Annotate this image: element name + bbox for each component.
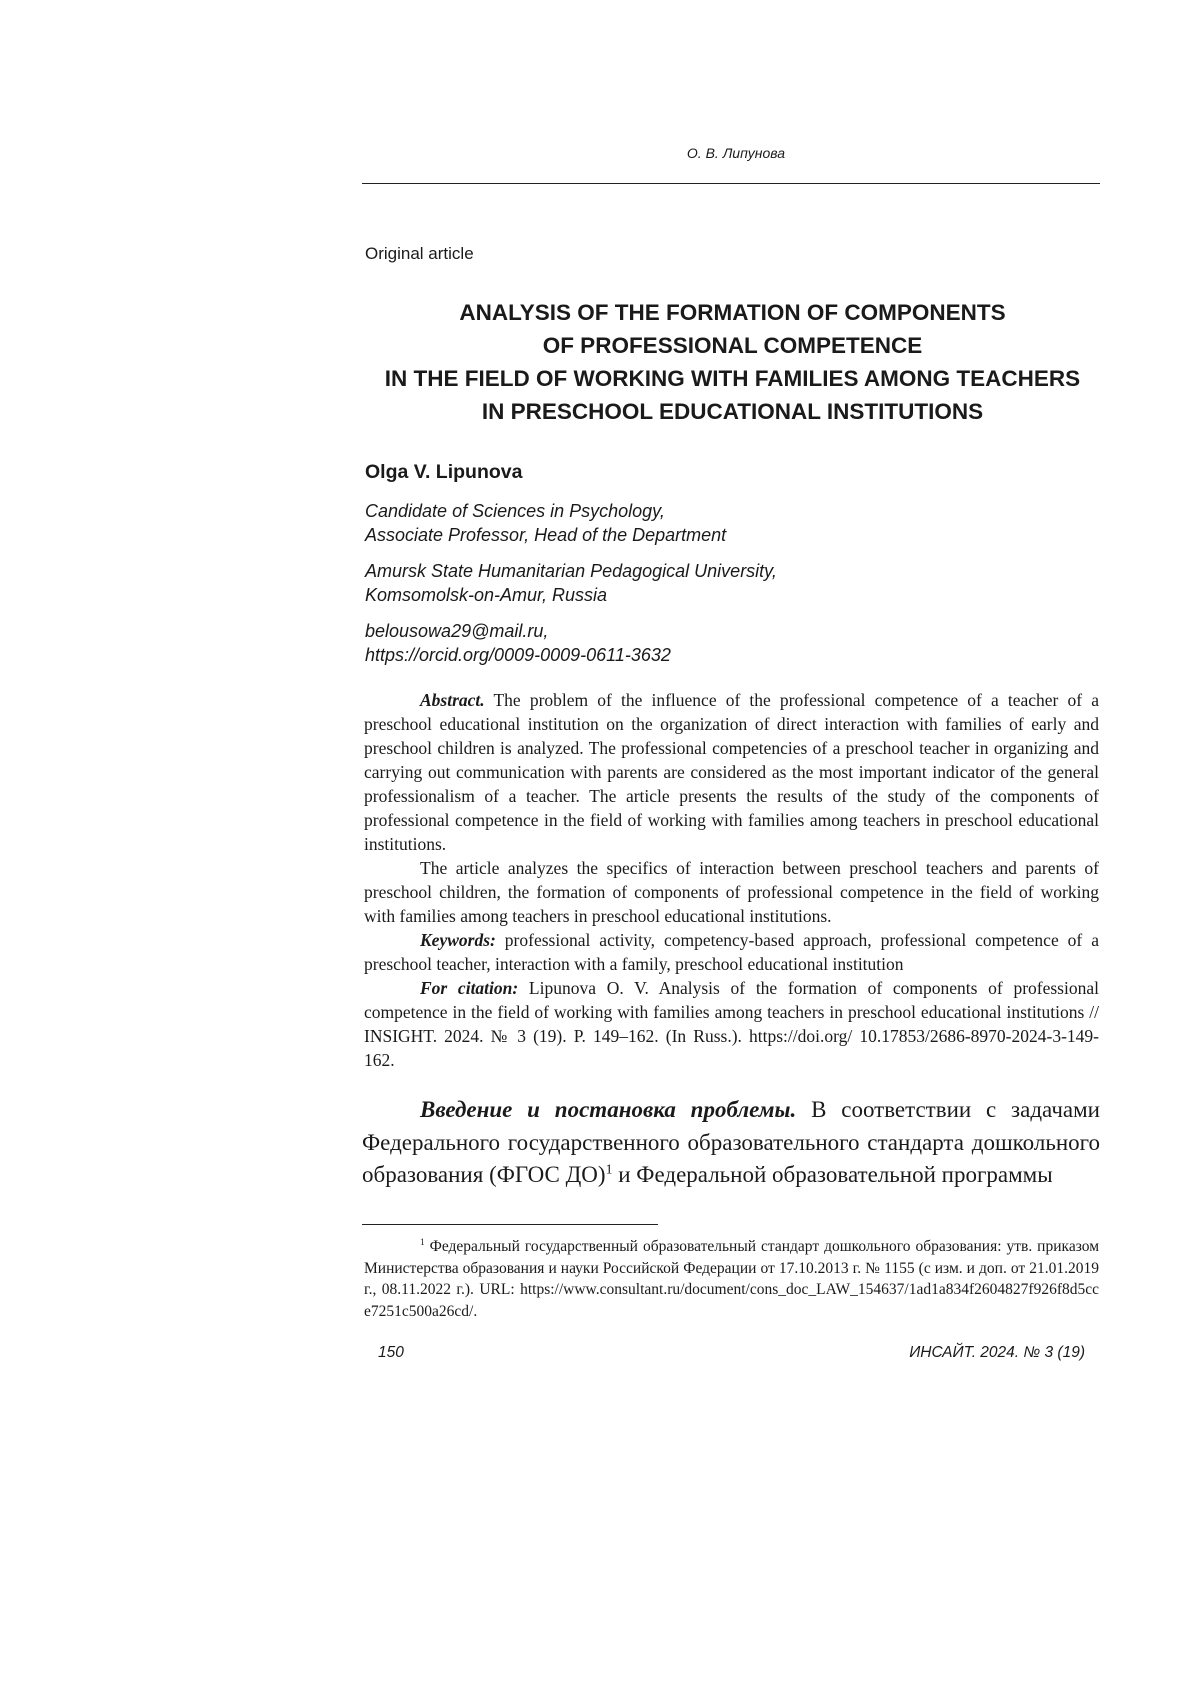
- title-line: IN PRESCHOOL EDUCATIONAL INSTITUTIONS: [481, 399, 984, 424]
- author-affiliation: [365, 559, 777, 607]
- abstract-paragraph-2: The article analyzes the specifics of interaction between preschool teachers and parents of preschool children, the formation of components of professional competence in the field of working with families among teachers in preschool educational institutions.: [364, 858, 1099, 926]
- intro-text-continued: и Федеральной образовательной программы: [612, 1162, 1053, 1187]
- abstract-text: The problem of the influence of the professional competence of a teacher of a preschool educational institution on the organization of direct interaction with families of early and preschool children is analyzed. The professional competencies of a preschool teacher in organizing and carrying out communication with parents are considered as the most important indicator of the general professionalism of a teacher. The article presents the results of the study of the components of professional competence in the field of working with families among teachers in preschool educational institutions.: [364, 690, 1099, 854]
- page-number: 150: [378, 1344, 404, 1361]
- title-line: IN THE FIELD OF WORKING WITH FAMILIES AMONG TEACHERS: [384, 366, 1081, 391]
- journal-info: ИНСАЙТ. 2024. № 3 (19): [909, 1344, 1085, 1361]
- abstract-paragraph: [364, 688, 1099, 856]
- footnote: [364, 1236, 1099, 1322]
- intro-heading: Введение и постановка проблемы.: [420, 1097, 797, 1122]
- author-email[interactable]: belousowa29@mail.ru,: [365, 621, 549, 641]
- header-rule: [362, 183, 1100, 184]
- title-line: OF PROFESSIONAL COMPETENCE: [542, 333, 923, 358]
- title-line: ANALYSIS OF THE FORMATION OF COMPONENTS: [459, 300, 1006, 325]
- intro-text: В соответствии с задачами Федерального государственного образовательного стандарта дошкольного образования (ФГОС ДО): [362, 1097, 1100, 1187]
- author-orcid[interactable]: https://orcid.org/0009-0009-0611-3632: [365, 645, 671, 665]
- keywords-text: professional activity, competency-based approach, professional competence of a preschool teacher, interaction with a family, preschool educational institution: [364, 930, 1099, 974]
- footnote-text: Федеральный государственный образовательный стандарт дошкольного образования: утв. приказом Министерства образования и науки Российской Федерации от 17.10.2013 г. № 1155 (с изм. и доп. от 21.01.2019 г., 08.11.2022 г.). URL: https://www.consultant.ru/document/cons_doc_LAW_154637/1ad1a834f2604827f926f8d5cce7251c500a26cd/.: [364, 1238, 1099, 1320]
- running-header: О. В. Липунова: [686, 145, 786, 161]
- author-name: Olga V. Lipunova: [365, 461, 523, 483]
- keywords-paragraph: [364, 928, 1099, 976]
- affiliation-line: Amursk State Humanitarian Pedagogical University,: [365, 561, 777, 581]
- footnote-reference[interactable]: 1: [605, 1161, 613, 1177]
- footnote-rule: [362, 1224, 658, 1225]
- abstract-block: [364, 688, 1099, 1072]
- intro-paragraph: [362, 1094, 1100, 1192]
- citation-text: Lipunova O. V. Analysis of the formation of components of professional competence in the field of working with families among teachers in preschool educational institutions // INSIGHT. 2024. № 3 (19). P. 149–162. (In Russ.). https://doi.org/ 10.17853/2686-8970-2024-3-149-162.: [364, 978, 1099, 1070]
- position-line: Candidate of Sciences in Psychology,: [365, 501, 665, 521]
- footnote-mark: 1: [420, 1237, 425, 1248]
- citation-paragraph: [364, 976, 1099, 1072]
- position-line: Associate Professor, Head of the Department: [365, 525, 727, 545]
- author-contacts: [365, 619, 671, 667]
- keywords-label: Keywords:: [420, 930, 496, 950]
- author-position: [365, 499, 726, 547]
- abstract-label: Abstract.: [420, 690, 485, 710]
- article-title: [355, 296, 1110, 428]
- citation-label: For citation:: [420, 978, 519, 998]
- article-type: Original article: [365, 244, 474, 263]
- affiliation-line: Komsomolsk-on-Amur, Russia: [365, 585, 608, 605]
